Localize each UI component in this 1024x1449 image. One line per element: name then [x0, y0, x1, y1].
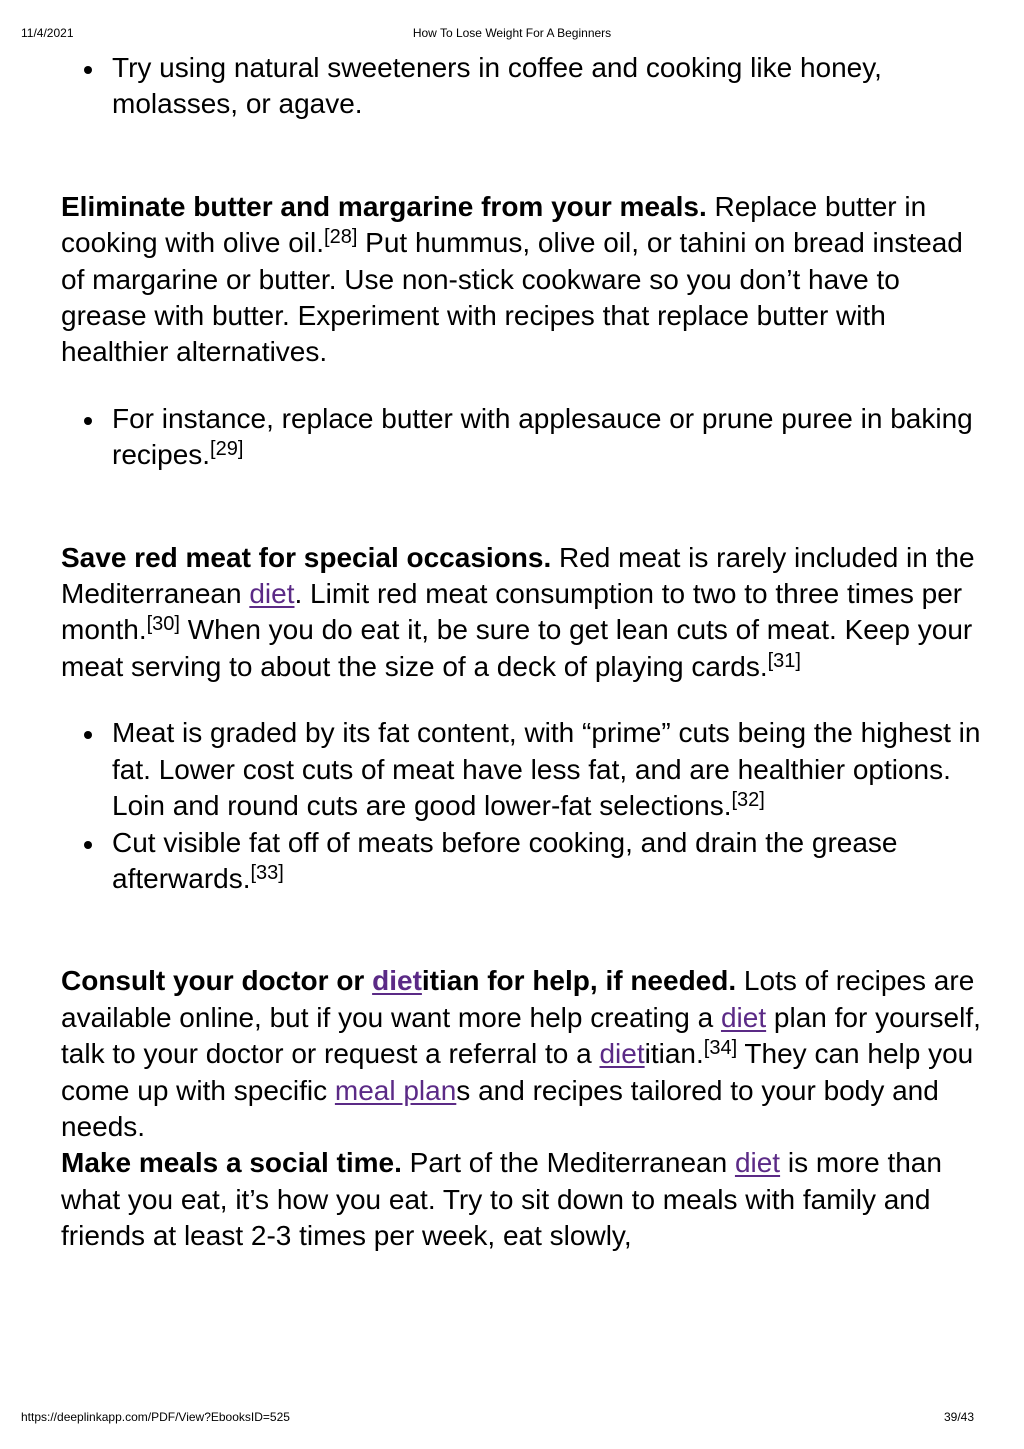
footer-url: https://deeplinkapp.com/PDF/View?EbooksID=525	[21, 1410, 290, 1424]
reference-31[interactable]: [31]	[767, 649, 801, 672]
doctor-lead-text-a: Consult your doctor or	[61, 965, 373, 997]
butter-lead: Eliminate butter and margarine from your meals.	[61, 190, 707, 222]
reference-34[interactable]: [34]	[703, 1037, 738, 1060]
dietitian-link[interactable]: diet	[599, 1038, 645, 1070]
doctor-text-1: Lots of recipes are available online, but if you want more help creating a	[61, 965, 975, 1033]
header-title: How To Lose Weight For A Beginners	[412, 26, 612, 40]
reference-29[interactable]: [29]	[210, 438, 244, 461]
social-lead: Make meals a social time.	[61, 1147, 402, 1179]
diet-link[interactable]: diet	[734, 1147, 781, 1179]
doctor-lead	[61, 965, 736, 996]
list-item-text: For instance, replace butter with applesauce or prune puree in baking recipes.	[112, 402, 973, 471]
doctor-text-2: plan for yourself, talk to your doctor or request a referral to a	[61, 1001, 981, 1070]
doctor-text-3: itian.	[644, 1038, 704, 1070]
doctor-lead-text-b: itian for help, if needed.	[421, 965, 737, 997]
diet-link[interactable]: diet	[249, 578, 295, 610]
meat-paragraph	[61, 540, 981, 686]
dietitian-lead-link[interactable]: diet	[372, 965, 422, 997]
reference-30[interactable]: [30]	[146, 613, 180, 636]
meat-lead: Save red meat for special occasions.	[61, 541, 552, 573]
social-paragraph	[61, 1145, 981, 1254]
reference-32[interactable]: [32]	[731, 789, 765, 812]
meat-text-3: When you do eat it, be sure to get lean cuts of meat. Keep your meat serving to about the size of a deck of playing cards.	[61, 614, 973, 682]
meat-list	[61, 715, 981, 897]
meat-text-1: Red meat is rarely included in the Mediterranean	[61, 541, 975, 610]
doctor-text-5: s and recipes tailored to your body and needs.	[61, 1074, 939, 1142]
sweetener-list	[61, 50, 981, 123]
social-text-2: is more than what you eat, it’s how you eat. Try to sit down to meals with family and friends at least 2-3 times per week, eat slowly,	[61, 1147, 942, 1252]
list-item	[61, 50, 981, 123]
list-item-text: Meat is graded by its fat content, with “prime” cuts being the highest in fat. Lower cost cuts of meat have less fat, and are healthier options. Loin and round cuts are good lower-fat selections.	[112, 717, 981, 822]
doctor-paragraph	[61, 963, 981, 1145]
butter-text-2: Put hummus, olive oil, or tahini on bread instead of margarine or butter. Use non-stick cookware so you don’t have to grease with butter. Experiment with recipes that replace butter with healthier alternatives.	[61, 227, 963, 368]
meat-text-2: . Limit red meat consumption to two to three times per month.	[61, 578, 963, 646]
doctor-text-4: They can help you come up with specific	[61, 1038, 974, 1106]
document-body	[61, 50, 981, 1255]
list-item-text: Try using natural sweeteners in coffee and cooking like honey, molasses, or agave.	[112, 52, 882, 120]
butter-paragraph	[61, 189, 981, 371]
diet-link[interactable]: diet	[720, 1001, 767, 1033]
social-text-1: Part of the Mediterranean	[401, 1147, 735, 1179]
footer-page-number: 39/43	[943, 1410, 974, 1424]
list-item	[61, 401, 981, 474]
list-item	[61, 715, 981, 824]
butter-text-1: Replace butter in cooking with olive oil.	[61, 190, 927, 259]
header-date: 11/4/2021	[21, 26, 74, 40]
meal-plan-link[interactable]: meal plan	[334, 1074, 457, 1106]
reference-33[interactable]: [33]	[250, 861, 284, 884]
list-item	[61, 825, 981, 898]
reference-28[interactable]: [28]	[324, 226, 358, 249]
list-item-text: Cut visible fat off of meats before cooking, and drain the grease afterwards.	[112, 826, 898, 894]
butter-list	[61, 401, 981, 474]
